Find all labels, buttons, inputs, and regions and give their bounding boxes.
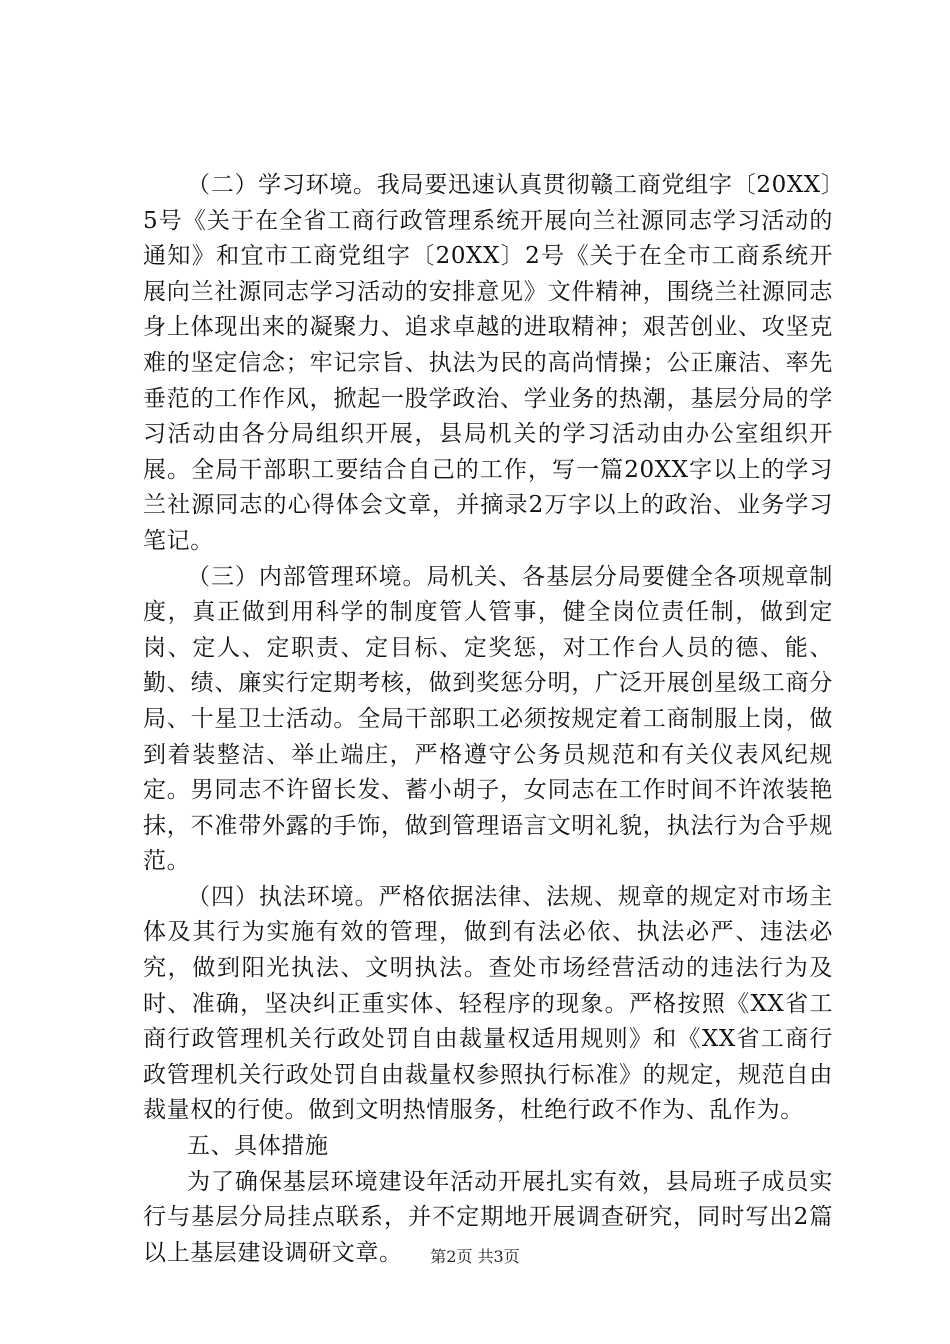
paragraph-measures: 为了确保基层环境建设年活动开展扎实有效，县局班子成员实行与基层分局挂点联系，并不定期地开展调查研究，同时写出2篇以上基层建设调研文章。 bbox=[143, 1168, 833, 1266]
paragraph-study-environment: （二）学习环境。我局要迅速认真贯彻赣工商党组字〔20XX〕5号《关于在全省工商行政管理系统开展向兰社源同志学习活动的通知》和宜市工商党组字〔20XX〕2号《关于在全市工商系统开展向兰社源同志学习活动的安排意见》文件精神，围绕兰社源同志身上体现出来的凝聚力、追求卓越的进取精神；艰苦创业、攻坚克难的坚定信念；牢记宗旨、执法为民的高尚情操；公正廉洁、率先垂范的工作作风，掀起一股学政治、学业务的热潮，基层分局的学习活动由各分局组织开展，县局机关的学习活动由办公室组织开展。全局干部职工要结合自己的工作，写一篇20XX字以上的学习兰社源同志的心得体会文章，并摘录2万字以上的政治、业务学习笔记。 bbox=[143, 172, 833, 554]
page-footer: 第2页 共3页 bbox=[430, 1247, 520, 1266]
document-body bbox=[143, 168, 833, 1271]
paragraph-law-enforcement: （四）执法环境。严格依据法律、法规、规章的规定对市场主体及其行为实施有效的管理，做到有法必依、执法必严、违法必究，做到阳光执法、文明执法。查处市场经营活动的违法行为及时、准确，坚决纠正重实体、轻程序的现象。严格按照《XX省工商行政管理机关行政处罚自由裁量权适用规则》和《XX省工商行政管理机关行政处罚自由裁量权参照执行标准》的规定，规范自由裁量权的行使。做到文明热情服务，杜绝行政不作为、乱作为。 bbox=[143, 883, 833, 1124]
paragraph-internal-management: （三）内部管理环境。局机关、各基层分局要健全各项规章制度，真正做到用科学的制度管人管事，健全岗位责任制，做到定岗、定人、定职责、定目标、定奖惩，对工作台人员的德、能、勤、绩、廉实行定期考核，做到奖惩分明，广泛开展创星级工商分局、十星卫士活动。全局干部职工必须按规定着工商制服上岗，做到着装整洁、举止端庄，严格遵守公务员规范和有关仪表风纪规定。男同志不许留长发、蓄小胡子，女同志在工作时间不许浓装艳抹，不准带外露的手饰，做到管理语言文明礼貌，执法行为合乎规范。 bbox=[143, 563, 833, 875]
section-heading-measures: 五、具体措施 bbox=[187, 1133, 329, 1160]
